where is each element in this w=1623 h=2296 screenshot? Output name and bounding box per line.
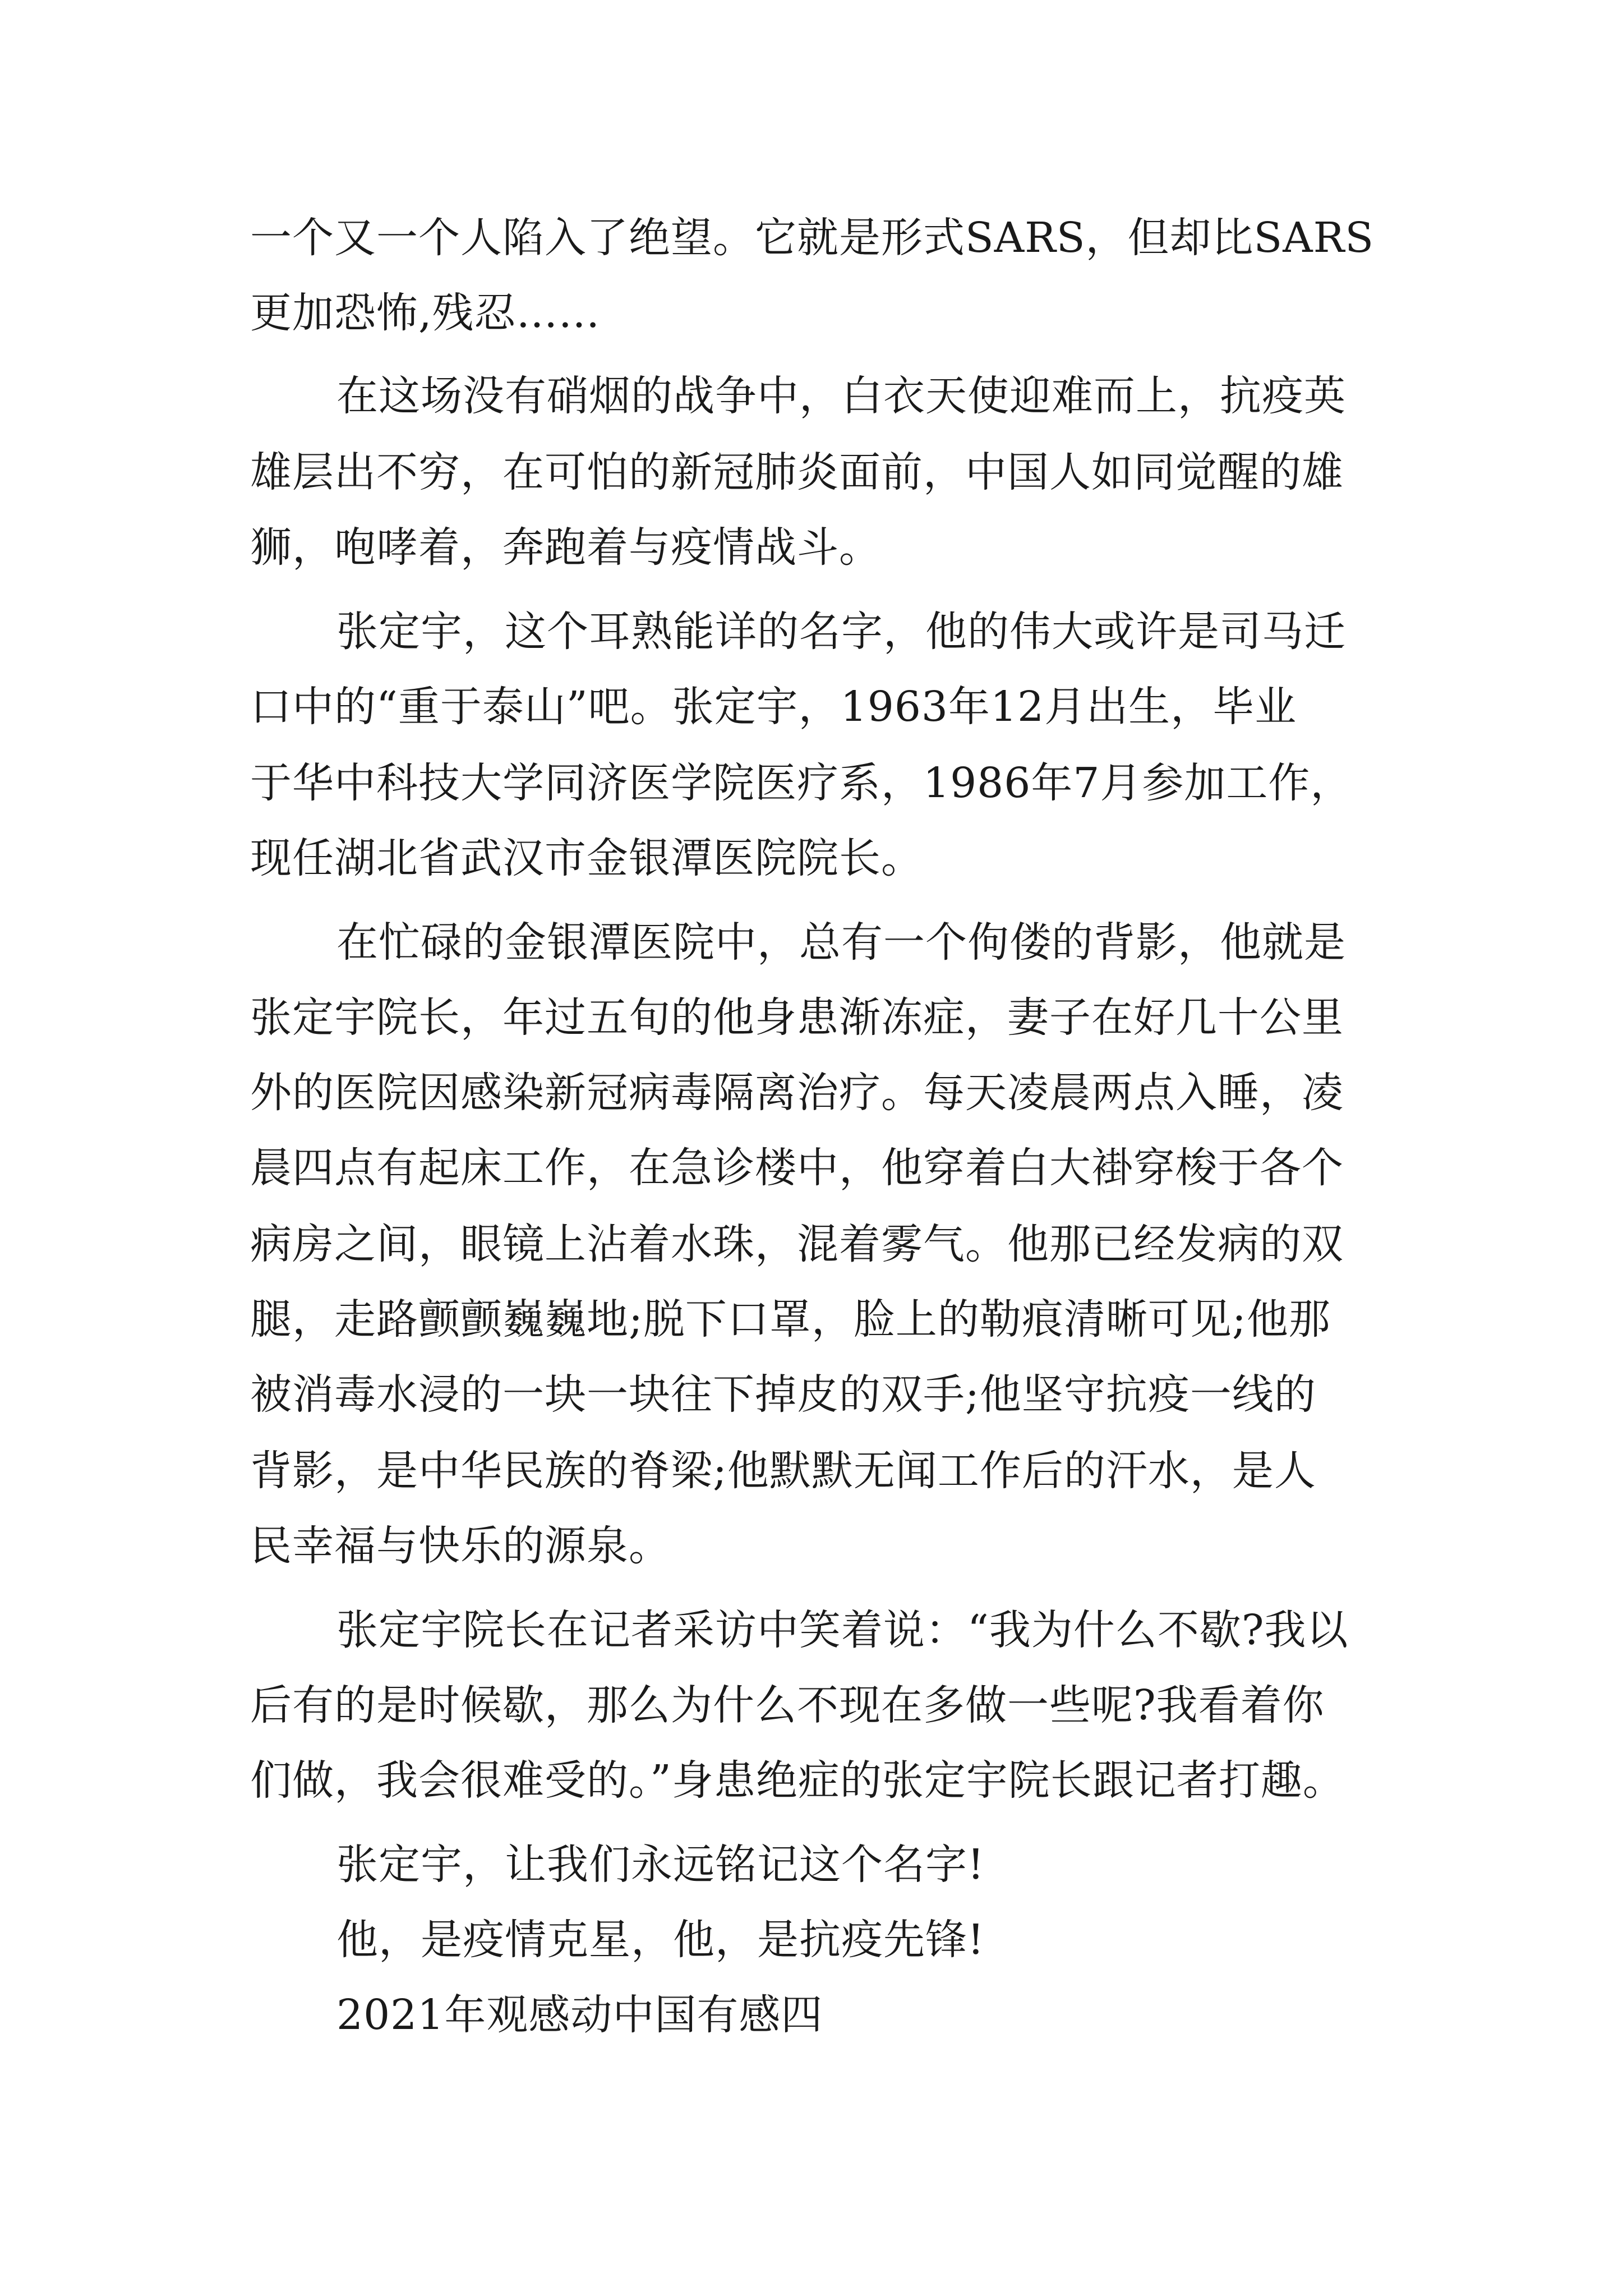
text-line: 一个又一个人陷入了绝望。它就是形式SARS，但却比SARS bbox=[250, 214, 1375, 262]
text-line: 更加恐怖,残忍…… bbox=[250, 289, 601, 337]
text-line: 张定宇院长，年过五旬的他身患渐冻症，妻子在好几十公里 bbox=[250, 993, 1344, 1042]
text-line: 于华中科技大学同济医学院医疗系，1986年7月参加工作， bbox=[250, 759, 1353, 807]
text-line: 们做，我会很难受的。”身患绝症的张定宇院长跟记者打趣。 bbox=[250, 1756, 1345, 1805]
text-line: 病房之间，眼镜上沾着水珠，混着雾气。他那已经发病的双 bbox=[250, 1220, 1344, 1268]
text-line: 晨四点有起床工作，在急诊楼中，他穿着白大褂穿梭于各个 bbox=[250, 1144, 1344, 1192]
text-line: 雄层出不穷，在可怕的新冠肺炎面前，中国人如同觉醒的雄 bbox=[250, 448, 1344, 496]
text-line: 腿，走路颤颤巍巍地;脱下口罩，脸上的勒痕清晰可见;他那 bbox=[250, 1295, 1331, 1343]
paragraph-first-line: 在忙碌的金银潭医院中，总有一个佝偻的背影，他就是 bbox=[336, 918, 1346, 967]
text-line: 狮，咆哮着，奔跑着与疫情战斗。 bbox=[250, 523, 881, 572]
paragraph-first-line: 张定宇院长在记者采访中笑着说：“我为什么不歇?我以 bbox=[336, 1606, 1349, 1654]
text-line: 背影，是中华民族的脊梁;他默默无闻工作后的汗水，是人 bbox=[250, 1447, 1316, 1495]
text-line: 口中的“重于泰山”吧。张定宇，1963年12月出生，毕业 bbox=[250, 683, 1297, 731]
text-line: 现任湖北省武汉市金银潭医院院长。 bbox=[250, 834, 923, 882]
paragraph-first-line: 他，是疫情克星，他，是抗疫先锋! bbox=[336, 1916, 985, 1964]
paragraph-first-line: 在这场没有硝烟的战争中，白衣天使迎难而上，抗疫英 bbox=[336, 372, 1346, 420]
text-line: 后有的是时候歇，那么为什么不现在多做一些呢?我看着你 bbox=[250, 1681, 1325, 1729]
paragraph-first-line: 张定宇，让我们永远铭记这个名字! bbox=[336, 1841, 985, 1889]
text-line: 民幸福与快乐的源泉。 bbox=[250, 1522, 671, 1570]
paragraph-first-line: 张定宇，这个耳熟能详的名字，他的伟大或许是司马迁 bbox=[336, 608, 1346, 656]
section-heading: 2021年观感动中国有感四 bbox=[336, 1991, 823, 2039]
text-line: 被消毒水浸的一块一块往下掉皮的双手;他坚守抗疫一线的 bbox=[250, 1370, 1316, 1419]
text-line: 外的医院因感染新冠病毒隔离治疗。每天凌晨两点入睡，凌 bbox=[250, 1069, 1344, 1117]
